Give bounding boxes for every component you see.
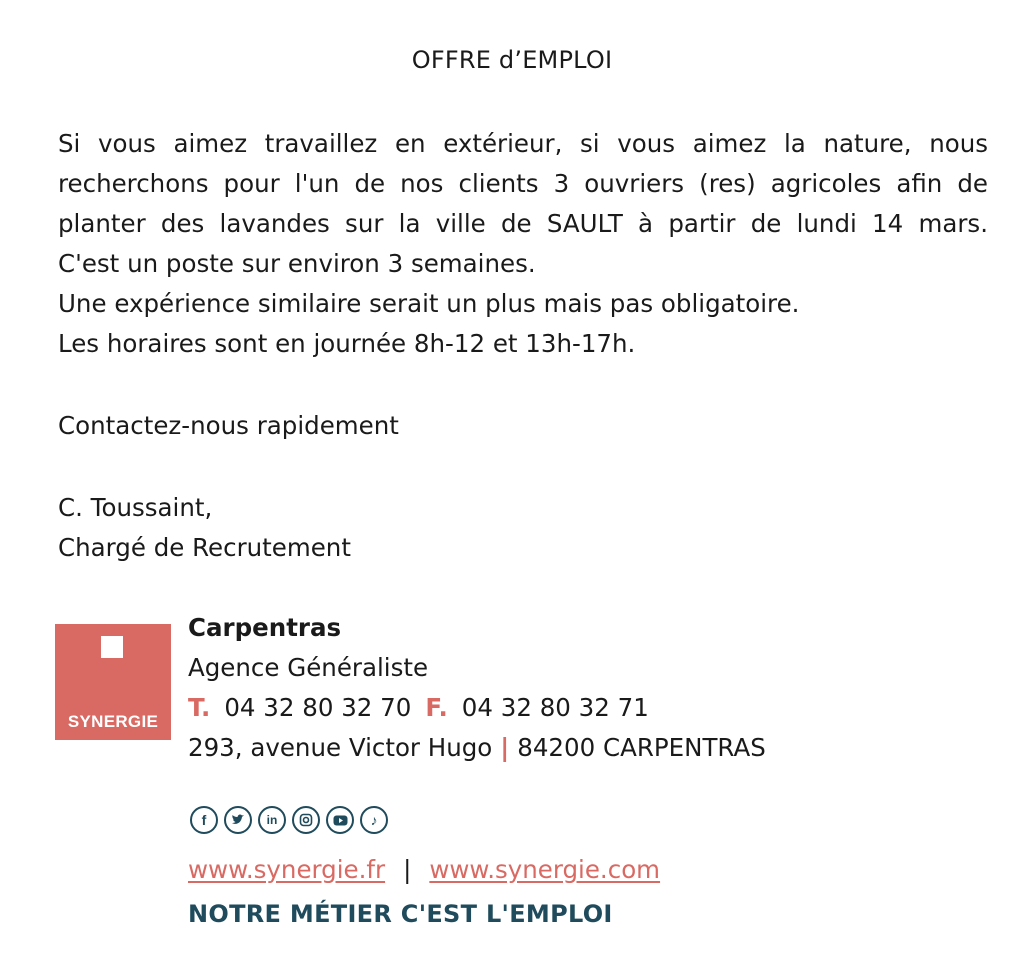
job-description [58,124,988,364]
facebook-icon[interactable]: f [190,806,218,834]
description-line-1: Si vous aimez travaillez en extérieur, si vous aimez la nature, nous [58,129,988,158]
address-separator: | [500,733,510,762]
contact-call: Contactez-nous rapidement [58,411,399,440]
description-line-2: recherchons pour l'un de nos clients 3 ouvriers (res) agricoles afin de [58,169,988,198]
description-line-4: C'est un poste sur environ 3 semaines. [58,249,536,278]
logo-square-icon [101,636,123,658]
address-street: 293, avenue Victor Hugo [188,733,493,762]
fax-label: F. [425,693,448,722]
address-city: 84200 CARPENTRAS [517,733,766,762]
logo-text: SYNERGIE [67,712,159,731]
description-line-6: Les horaires sont en journée 8h-12 et 13h-17h. [58,329,636,358]
instagram-icon[interactable] [292,806,320,834]
youtube-icon[interactable] [326,806,354,834]
slogan: NOTRE MÉTIER C'EST L'EMPLOI [188,900,613,928]
agency-info [188,608,766,768]
signature-block [58,488,988,568]
agency-type: Agence Généraliste [188,653,429,682]
social-links [190,806,388,834]
link-synergie-fr[interactable]: www.synergie.fr [188,855,386,884]
description-line-3: planter des lavandes sur la ville de SAULT à partir de lundi 14 mars. [58,209,988,238]
twitter-icon[interactable] [224,806,252,834]
fax-number: 04 32 80 32 71 [461,693,649,722]
phone-number[interactable]: 04 32 80 32 70 [224,693,412,722]
linkedin-icon[interactable]: in [258,806,286,834]
signature-name: C. Toussaint, [58,493,213,522]
agency-address [188,728,766,768]
phone-label: T. [188,693,211,722]
tiktok-icon[interactable]: ♪ [360,806,388,834]
agency-city: Carpentras [188,613,342,642]
description-line-5: Une expérience similaire serait un plus mais pas obligatoire. [58,289,800,318]
link-synergie-com[interactable]: www.synergie.com [429,855,661,884]
synergie-logo [55,624,171,740]
website-links [188,850,660,890]
signature-role: Chargé de Recrutement [58,533,351,562]
document-title: OFFRE d’EMPLOI [411,46,613,74]
agency-phones [188,688,766,728]
links-separator: | [403,855,412,884]
